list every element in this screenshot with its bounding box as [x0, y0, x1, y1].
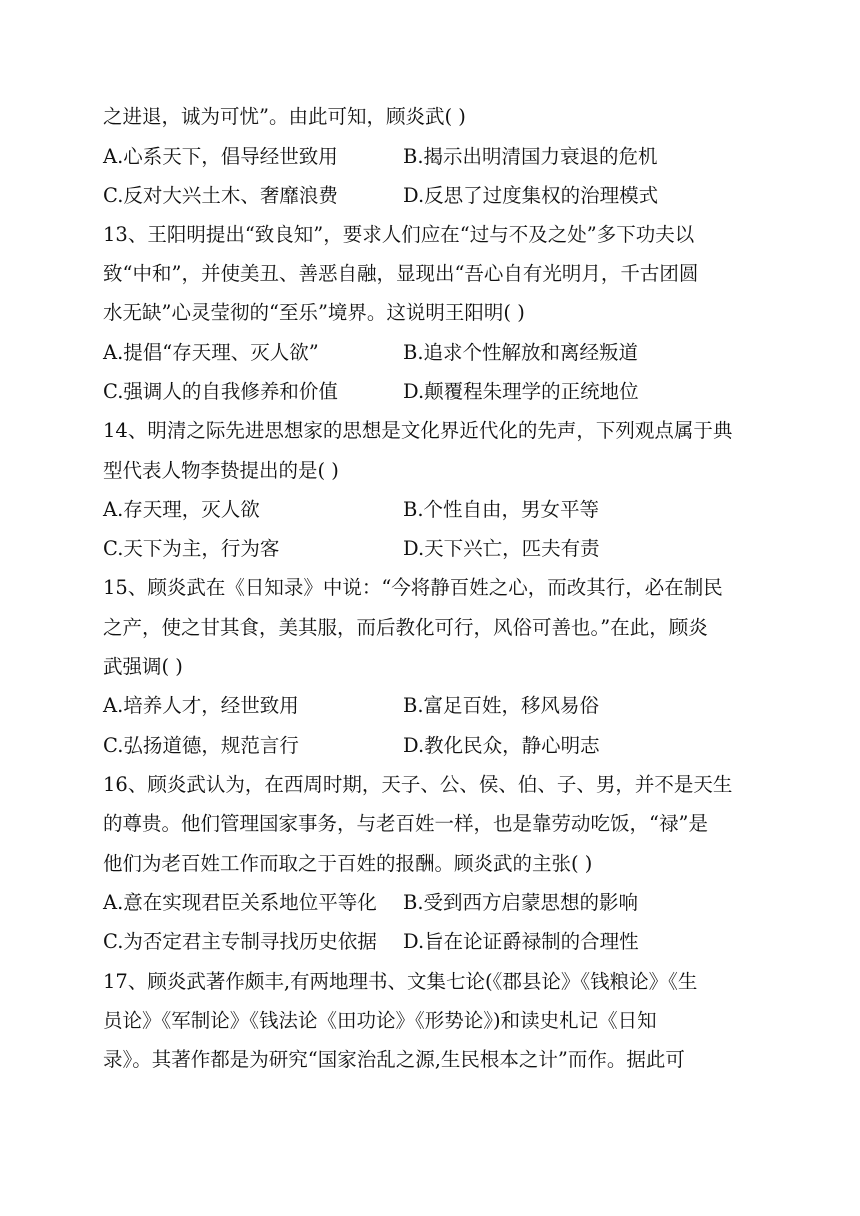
- question-13-option-a: A.提倡“存天理、灭人欲”: [103, 341, 319, 364]
- question-15-option-d: D.教化民众，静心明志: [403, 734, 600, 757]
- question-17-stem-line-1: 17、顾炎武著作颇丰,有两地理书、文集七论(《郡县论》《钱粮论》《生: [103, 970, 698, 993]
- question-13-stem-line-2: 致“中和”，并使美丑、善恶自融，显现出“吾心自有光明月，千古团圆: [103, 262, 699, 285]
- question-16-stem-line-2: 的尊贵。他们管理国家事务，与老百姓一样，也是靠劳动吃饭，“禄”是: [103, 812, 708, 835]
- question-13-stem-line-3: 水无缺”心灵莹彻的“至乐”境界。这说明王阳明( ): [103, 301, 525, 324]
- question-15-options-ab: [103, 686, 763, 725]
- question-14-options-ab: [103, 490, 763, 529]
- question-16-option-d: D.旨在论证爵禄制的合理性: [403, 930, 639, 953]
- question-12-option-d: D.反思了过度集权的治理模式: [403, 184, 659, 207]
- question-12-stem-tail: 之进退，诚为可忧”。由此可知，顾炎武( ): [103, 105, 466, 128]
- question-16-option-a: A.意在实现君臣关系地位平等化: [103, 891, 377, 914]
- question-14-options-cd: [103, 529, 763, 568]
- question-14-stem-line-2: 型代表人物李贽提出的是( ): [103, 459, 339, 482]
- question-16-options-ab: [103, 883, 763, 922]
- question-15-options-cd: [103, 726, 763, 765]
- question-16-stem-line-3: 他们为老百姓工作而取之于百姓的报酬。顾炎武的主张( ): [103, 852, 593, 875]
- question-15-stem-line-3: 武强调( ): [103, 655, 183, 678]
- question-12-option-b: B.揭示出明清国力衰退的危机: [403, 145, 658, 168]
- question-12-option-c: C.反对大兴土木、奢靡浪费: [103, 184, 338, 207]
- question-12-option-a: A.心系天下，倡导经世致用: [103, 145, 338, 168]
- question-13-option-b: B.追求个性解放和离经叛道: [403, 341, 639, 364]
- question-15-stem-line-2: 之产，使之甘其食，美其服，而后教化可行，风俗可善也。”在此，顾炎: [103, 616, 708, 639]
- question-16-stem-line-1: 16、顾炎武认为，在西周时期，天子、公、侯、伯、子、男，并不是天生: [103, 773, 733, 796]
- question-13-option-c: C.强调人的自我修养和价值: [103, 380, 338, 403]
- question-16-option-c: C.为否定君主专制寻找历史依据: [103, 930, 377, 953]
- question-17-stem-line-3: 录》。其著作都是为研究“国家治乱之源,生民根本之计”而作。据此可: [103, 1048, 685, 1071]
- question-14-option-b: B.个性自由，男女平等: [403, 498, 600, 521]
- question-17-stem-line-2: 员论》《军制论》《钱法论《田功论》《形势论》)和读史札记《日知: [103, 1009, 657, 1032]
- question-15-option-c: C.弘扬道德，规范言行: [103, 734, 299, 757]
- question-13-stem-line-1: 13、王阳明提出“致良知”，要求人们应在“过与不及之处”多下功夫以: [103, 223, 695, 246]
- question-15-option-a: A.培养人才，经世致用: [103, 694, 299, 717]
- question-13-options-cd: [103, 372, 763, 411]
- question-12-options-cd: [103, 176, 763, 215]
- question-14-option-d: D.天下兴亡，匹夫有责: [403, 537, 600, 560]
- question-12-options-ab: [103, 137, 763, 176]
- question-15-option-b: B.富足百姓，移风易俗: [403, 694, 600, 717]
- question-16-option-b: B.受到西方启蒙思想的影响: [403, 891, 639, 914]
- question-13-options-ab: [103, 333, 763, 372]
- question-13-option-d: D.颠覆程朱理学的正统地位: [403, 380, 639, 403]
- question-14-option-c: C.天下为主，行为客: [103, 537, 280, 560]
- question-14-option-a: A.存天理，灭人欲: [103, 498, 260, 521]
- question-14-stem-line-1: 14、明清之际先进思想家的思想是文化界近代化的先声，下列观点属于典: [103, 419, 733, 442]
- question-16-options-cd: [103, 922, 763, 961]
- question-15-stem-line-1: 15、顾炎武在《日知录》中说：“今将静百姓之心，而改其行，必在制民: [103, 576, 723, 599]
